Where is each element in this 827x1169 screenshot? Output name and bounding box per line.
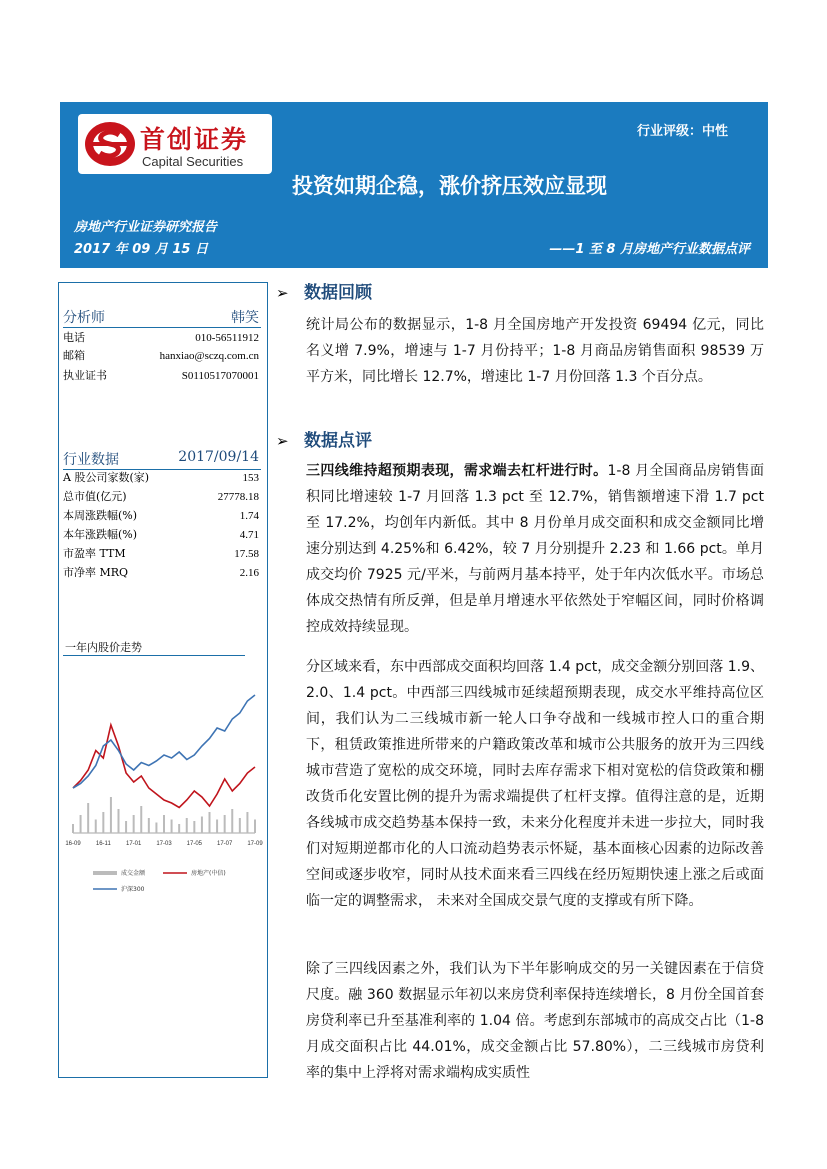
analyst-heading [63, 307, 261, 328]
x-tick-label: 17-07 [216, 841, 233, 847]
industry-row [63, 526, 261, 544]
stock-price-chart [63, 663, 263, 953]
row-value: 17.58 [234, 548, 259, 560]
row-value: 4.71 [239, 529, 259, 541]
row-key: 本年涨跌幅(%) [63, 528, 138, 541]
logo-icon [84, 120, 136, 168]
industry-row [63, 507, 261, 525]
industry-row [63, 564, 261, 582]
row-value: 153 [242, 472, 259, 484]
industry-data-heading [63, 449, 261, 470]
section-heading-comment [276, 426, 372, 451]
paragraph-comment-3: 除了三四线因素之外，我们认为下半年影响成交的另一关键因素在于信贷尺度。融 360 数据显示年初以来房贷利率保持连续增长，8 月份全国首套房贷利率已升至基准利率的 1.04 倍。考虑到东部城市的高成交占比（1-8 月成交面积占比 44.01%，成交金额占比 57.80%），二三线城市房贷利率的集中上浮将对需求端构成实质性 [306, 961, 764, 1081]
legend-label: 成交金额 [121, 870, 146, 877]
x-tick-label: 17-09 [247, 841, 263, 847]
logo-english-name: Capital Securities [142, 154, 244, 169]
section-title: 数据回顾 [304, 283, 372, 303]
arrow-bullet-icon: ➢ [276, 432, 289, 450]
industry-row [63, 469, 261, 487]
paragraph-comment-1 [306, 458, 764, 640]
row-value: 27778.18 [217, 491, 259, 503]
row-key: 邮箱 [63, 349, 85, 362]
company-logo [78, 114, 272, 174]
arrow-bullet-icon: ➢ [276, 284, 289, 302]
paragraph-comment-2: 分区域来看，东中西部成交面积均回落 1.4 pct，成交金额分别回落 1.9、2.0、1.4 pct。中西部三四线城市延续超预期表现，成交水平维持高位区间，我们认为二三线城市新一轮人口争夺战和一线城市控人口的重合期下，租赁政策推进所带来的户籍政策改革和城市公共服务的放开为三四线城市营造了宽松的成交环境，同时去库存需求下相对宽松的信贷政策和棚改货币化安置比例的提升为需求端提供了杠杆支撑。值得注意的是，近期各线城市成交趋势基本保持一致，未来分化程度并未进一步拉大，同时我们对短期逆都市化的人口流动趋势表示怀疑，基本面核心因素的边际改善空间或逐步收窄，同时从技术面来看三四线在经历短期快速上涨之后或面临一定的调整需求， 未来对全国成交景气度的支撑或有所下降。 [306, 659, 764, 909]
row-value: 010-56511912 [195, 332, 259, 344]
logo-chinese-name: 首创证券 [140, 125, 249, 154]
section-heading-review [276, 278, 372, 303]
industry-data-label: 行业数据 [63, 452, 119, 468]
row-key: 市净率 MRQ [63, 566, 129, 579]
report-date: 2017 年 09 月 15 日 [74, 242, 208, 257]
row-value: 1.74 [239, 510, 259, 522]
industry-row [63, 545, 261, 563]
row-value: S0110517070001 [181, 370, 259, 382]
row-value: 2.16 [239, 567, 259, 579]
chart-title-divider [63, 655, 245, 656]
sidebar-panel [58, 282, 268, 1078]
row-key: A 股公司家数(家) [63, 471, 150, 484]
x-tick-label: 17-05 [186, 841, 203, 847]
row-value: hanxiao@sczq.com.cn [159, 350, 259, 362]
paragraph-review: 统计局公布的数据显示，1-8 月全国房地产开发投资 69494 亿元，同比名义增 7.9%，增速与 1-7 月份持平；1-8 月商品房销售面积 98539 万平方米，同比增长 12.7%，增速比 1-7 月份回落 1.3 个百分点。 [306, 317, 764, 385]
analyst-name: 韩笑 [231, 310, 259, 326]
industry-data-date: 2017/09/14 [178, 449, 259, 465]
report-type: 房地产行业证券研究报告 [74, 220, 218, 235]
chart-title: 一年内股价走势 [65, 641, 142, 654]
row-key: 本周涨跌幅(%) [63, 509, 138, 522]
x-tick-label: 16-09 [65, 841, 81, 847]
row-key: 执业证书 [63, 369, 107, 382]
section-title: 数据点评 [304, 431, 372, 451]
report-subtitle: ——1 至 8 月房地产行业数据点评 [549, 242, 750, 257]
industry-rating: 行业评级：中性 [636, 124, 728, 139]
legend-label: 房地产(中信) [191, 870, 226, 877]
analyst-phone-row [63, 329, 261, 347]
x-tick-label: 17-03 [156, 841, 172, 847]
paragraph-body: 1-8 月全国商品房销售面积同比增速较 1-7 月回落 1.3 pct 至 12.7%，销售额增速下滑 1.7 pct 至 17.2%，均创年内新低。其中 8 月份单月成交面积和成交金额同比增速分别达到 4.25%和 6.42%，较 7 月分别提升 2.23 和 1.66 pct。单月成交均价 7925 元/平米，与前两月基本持平，处于年内次低水平。市场总体成交热情有所反弹，但是单月增速水平依然处于窄幅区间，同时价格调控成效持续显现。 [306, 463, 765, 635]
row-key: 市盈率 TTM [63, 547, 126, 560]
row-key: 电话 [63, 331, 85, 344]
analyst-email-row [63, 347, 261, 365]
analyst-license-row [63, 367, 261, 385]
report-header [60, 102, 768, 268]
series-line [73, 725, 255, 808]
analyst-label: 分析师 [63, 310, 105, 326]
row-key: 总市值(亿元) [63, 490, 127, 503]
report-title: 投资如期企稳，涨价挤压效应显现 [292, 173, 607, 198]
legend-label: 沪深300 [121, 886, 145, 893]
series-line [73, 695, 255, 788]
paragraph-lead: 三四线维持超预期表现，需求端去杠杆进行时。 [306, 463, 608, 479]
x-tick-label: 16-11 [95, 841, 111, 847]
x-tick-label: 17-01 [125, 841, 142, 847]
industry-row [63, 488, 261, 506]
